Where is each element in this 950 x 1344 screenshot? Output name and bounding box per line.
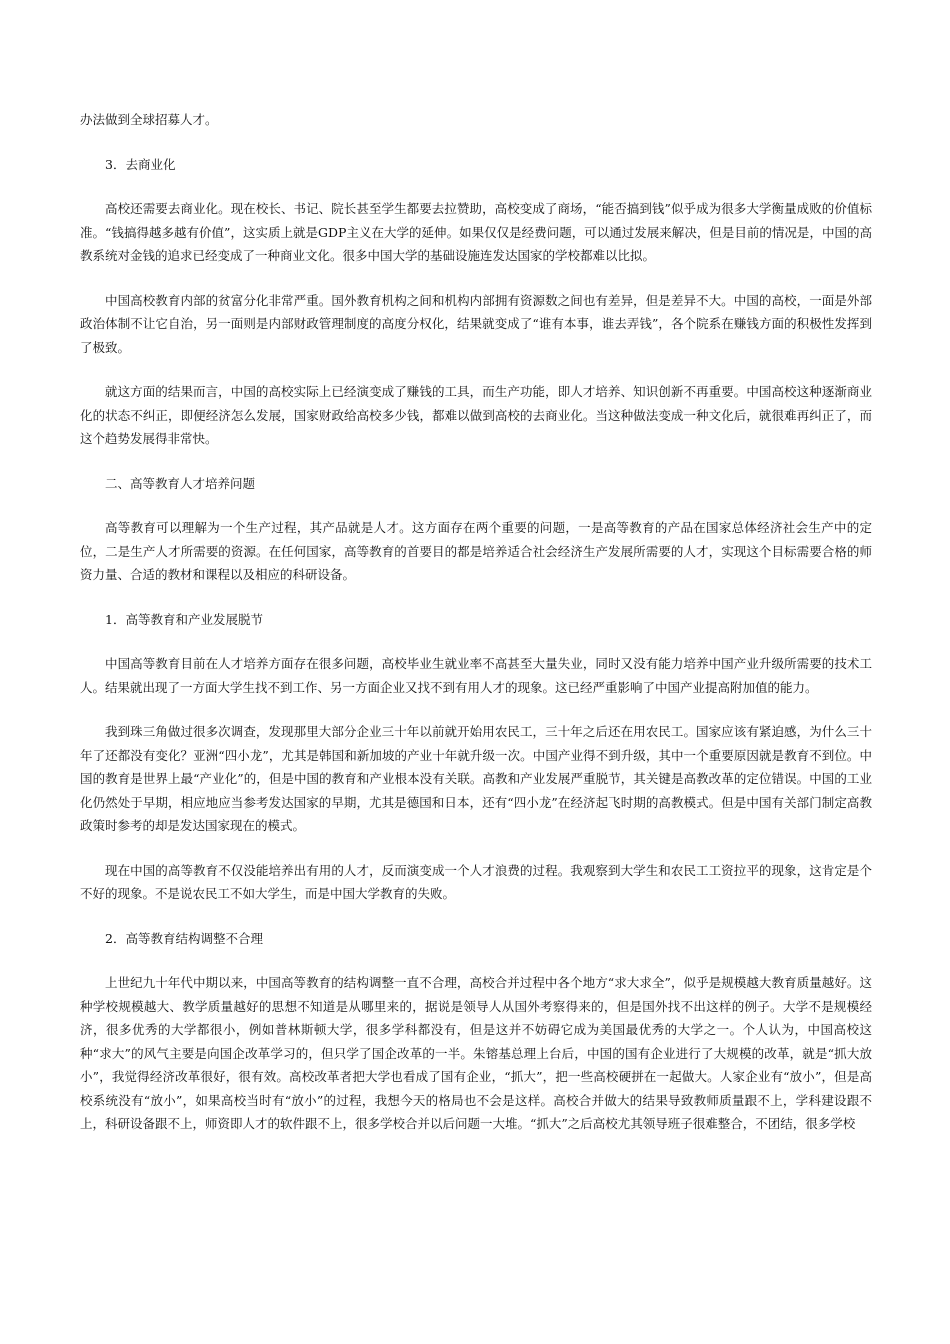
section-heading-structural-adjustment: 2．高等教育结构调整不合理 (105, 930, 263, 946)
section-heading-talent-cultivation: 二、高等教育人才培养问题 (105, 475, 256, 491)
paragraph-continuation: 办法做到全球招募人才。 (80, 112, 218, 127)
paragraph: 中国高等教育目前在人才培养方面存在很多问题，高校毕业生就业率不高甚至大量失业，同时又没有能力培养中国产业升级所需要的技术工人。结果就出现了一方面大学生找不到工作、另一方面企业又找不到有用人才的现象。这已经严重影响了中国产业提高附加值的能力。 (80, 656, 872, 695)
paragraph: 高等教育可以理解为一个生产过程，其产品就是人才。这方面存在两个重要的问题，一是高等教育的产品在国家总体经济社会生产中的定位，二是生产人才所需要的资源。在任何国家，高等教育的首要目的都是培养适合社会经济生产发展所需要的人才，实现这个目标需要合格的师资力量、合适的教材和课程以及相应的科研设备。 (80, 520, 872, 582)
paragraph: 我到珠三角做过很多次调查，发现那里大部分企业三十年以前就开始用农民工，三十年之后还在用农民工。国家应该有紧迫感，为什么三十年了还都没有变化？亚洲“四小龙”，尤其是韩国和新加坡的产业十年就升级一次。中国产业得不到升级，其中一个重要原因就是教育不到位。中国的教育是世界上最“产业化”的，但是中国的教育和产业根本没有关联。高教和产业发展严重脱节，其关键是高教改革的定位错误。中国的工业化仍然处于早期，相应地应当参考发达国家的早期，尤其是德国和日本，还有“四小龙”在经济起飞时期的高教模式。但是中国有关部门制定高教政策时参考的却是发达国家现在的模式。 (80, 724, 872, 833)
document-body (80, 108, 872, 1157)
paragraph: 上世纪九十年代中期以来，中国高等教育的结构调整一直不合理，高校合并过程中各个地方“求大求全”，似乎是规模越大教育质量越好。这种学校规模越大、教学质量越好的思想不知道是从哪里来的，据说是领导人从国外考察得来的，但是国外找不出这样的例子。大学不是规模经济，很多优秀的大学都很小，例如普林斯顿大学，很多学科都没有，但是这并不妨碍它成为美国最优秀的大学之一。个人认为，中国高校这种“求大”的风气主要是向国企改革学习的，但只学了国企改革的一半。朱镕基总理上台后，中国的国有企业进行了大规模的改革，就是“抓大放小”，我觉得经济改革很好，很有效。高校改革者把大学也看成了国有企业，“抓大”，把一些高校硬拼在一起做大。人家企业有“放小”，但是高校系统没有“放小”，如果高校当时有“放小”的过程，我想今天的格局也不会是这样。高校合并做大的结果导致教师质量跟不上，学科建设跟不上，科研设备跟不上，师资即人才的软件跟不上，很多学校合并以后问题一大堆。“抓大”之后高校尤其领导班子很难整合，不团结，很多学校 (80, 975, 872, 1131)
paragraph: 中国高校教育内部的贫富分化非常严重。国外教育机构之间和机构内部拥有资源数之间也有差异，但是差异不大。中国的高校，一面是外部政治体制不让它自治，另一面则是内部财政管理制度的高度分权化，结果就变成了“谁有本事，谁去弄钱”，各个院系在赚钱方面的积极性发挥到了极致。 (80, 292, 872, 355)
paragraph: 现在中国的高等教育不仅没能培养出有用的人才，反而演变成一个人才浪费的过程。我观察到大学生和农民工工资拉平的现象，这肯定是个不好的现象。不是说农民工不如大学生，而是中国大学教育的失败。 (80, 862, 872, 901)
paragraph: 就这方面的结果而言，中国的高校实际上已经演变成了赚钱的工具，而生产功能，即人才培养、知识创新不再重要。中国高校这种逐渐商业化的状态不纠正，即便经济怎么发展，国家财政给高校多少钱，都难以做到高校的去商业化。当这种做法变成一种文化后，就很难再纠正了，而这个趋势发展得非常快。 (80, 384, 872, 446)
section-heading-industry-disconnect: 1．高等教育和产业发展脱节 (105, 611, 263, 627)
section-heading-de-commercialization: 3．去商业化 (105, 156, 176, 172)
paragraph: 高校还需要去商业化。现在校长、书记、院长甚至学生都要去拉赞助，高校变成了商场，“能否搞到钱”似乎成为很多大学衡量成败的价值标准。“钱搞得越多越有价值”，这实质上就是GDP主义在大学的延伸。如果仅仅是经费问题，可以通过发展来解决，但是目前的情况是，中国的高教系统对金钱的追求已经变成了一种商业文化。很多中国大学的基础设施连发达国家的学校都难以比拟。 (80, 201, 872, 263)
